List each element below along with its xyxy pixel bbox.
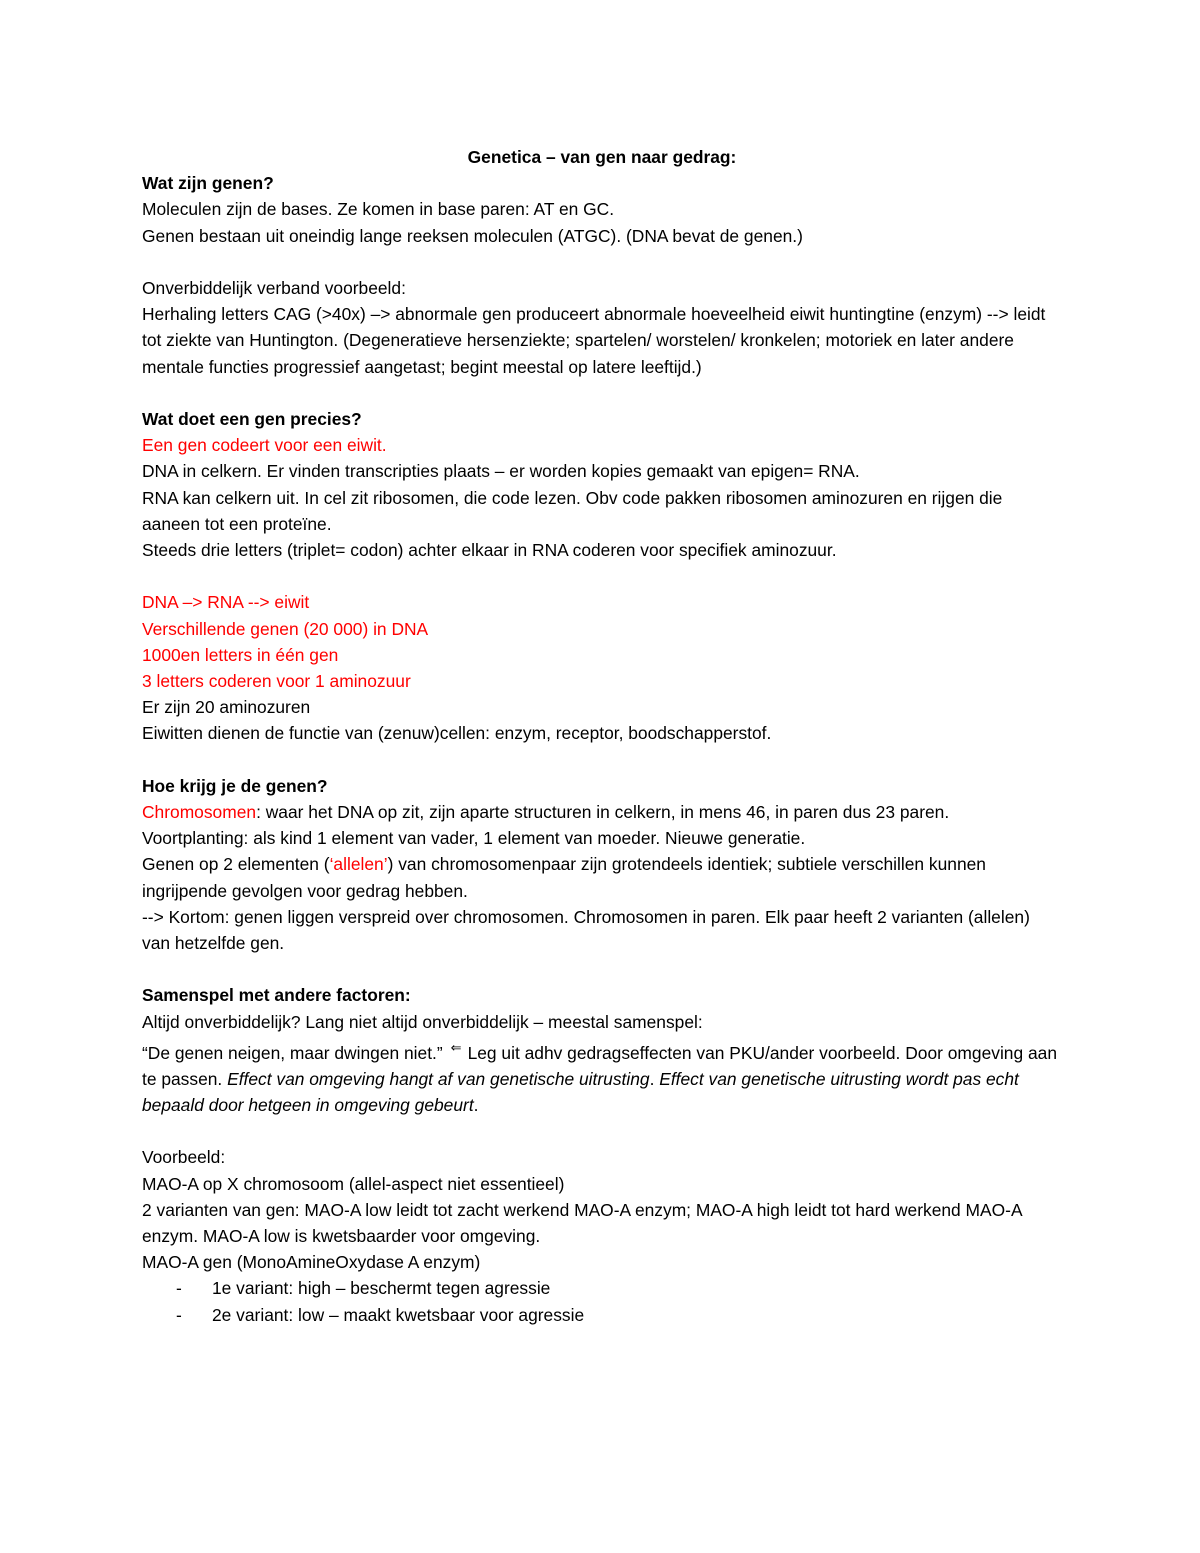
list-item-text: 1e variant: high – beschermt tegen agressie xyxy=(212,1278,551,1299)
paragraph: RNA kan celkern uit. In cel zit ribosomen, die code lezen. Obv code pakken ribosomen aminozuren en rijgen die aaneen tot een proteïne. xyxy=(142,487,1003,534)
blank-line xyxy=(142,956,1062,982)
heading-wat-doet-een-gen: Wat doet een gen precies? xyxy=(142,409,362,429)
paragraph: Er zijn 20 aminozuren xyxy=(142,697,311,718)
heading-wat-zijn-genen: Wat zijn genen? xyxy=(142,173,274,194)
text-run: : waar het DNA op zit, zijn aparte structuren in celkern, in mens 46, in paren dus 23 paren. xyxy=(256,802,950,823)
variant-list xyxy=(142,1275,1062,1327)
paragraph xyxy=(142,851,1062,903)
italic-run: Effect van omgeving hangt af van genetische uitrusting xyxy=(227,1068,650,1089)
paragraph xyxy=(142,799,1062,825)
blank-line xyxy=(142,563,1062,589)
text-run: Leg uit adhv gedragseffecten van PKU/ander voorbeeld. Door omgeving aan te passen. xyxy=(142,1042,1057,1089)
arrow-left-icon: ⇐ xyxy=(450,1039,462,1055)
heading-onverbiddelijk-verband: Onverbiddelijk verband voorbeeld: xyxy=(142,278,406,298)
paragraph: MAO-A op X chromosoom (allel-aspect niet essentieel) xyxy=(142,1173,565,1194)
paragraph: 2 varianten van gen: MAO-A low leidt tot zacht werkend MAO-A enzym; MAO-A high leidt tot hard werkend MAO-A enzym. MAO-A low is kwetsbaarder voor omgeving. xyxy=(142,1199,1022,1247)
text-run: ) van chromosomenpaar zijn grotendeels identiek; subtiele verschillen kunnen ingrijpende gevolgen voor gedrag hebben. xyxy=(142,854,986,901)
quote: “De genen neigen, maar dwingen niet.” xyxy=(142,1042,443,1063)
list-item xyxy=(142,1275,1062,1301)
blank-line xyxy=(142,249,1062,275)
paragraph: Genen bestaan uit oneindig lange reeksen moleculen (ATGC). (DNA bevat de genen.) xyxy=(142,225,803,246)
paragraph: Steeds drie letters (triplet= codon) achter elkaar in RNA coderen voor specifiek aminozuur. xyxy=(142,540,837,561)
paragraph: Moleculen zijn de bases. Ze komen in base paren: AT en GC. xyxy=(142,199,615,220)
highlight-line: Verschillende genen (20 000) in DNA xyxy=(142,618,429,639)
heading-samenspel: Samenspel met andere factoren: xyxy=(142,985,411,1006)
document-body xyxy=(142,144,1062,1328)
heading-hoe-krijg-je-genen: Hoe krijg je de genen? xyxy=(142,775,328,796)
paragraph: Eiwitten dienen de functie van (zenuw)cellen: enzym, receptor, boodschapperstof. xyxy=(142,723,772,744)
paragraph: “De genen neigen, maar dwingen niet.” ⇐ Leg uit adhv gedragseffecten van PKU/ander voorbeeld. Door omgeving aan te passen. Effect van omgeving hangt af van genetische uitrusting. Effect van genetische uitrusting wordt pas echt bepaald door hetgeen in omgeving gebeurt. xyxy=(142,1039,1057,1116)
paragraph: DNA in celkern. Er vinden transcripties plaats – er worden kopies gemaakt van epigen= RNA. xyxy=(142,461,860,482)
list-item xyxy=(142,1302,1062,1328)
paragraph: --> Kortom: genen liggen verspreid over chromosomen. Chromosomen in paren. Elk paar heeft 2 varianten (allelen) van hetzelfde gen. xyxy=(142,906,1030,954)
paragraph: Voortplanting: als kind 1 element van vader, 1 element van moeder. Nieuwe generatie. xyxy=(142,828,806,849)
document-title: Genetica – van gen naar gedrag: xyxy=(467,147,737,167)
highlight-line: Een gen codeert voor een eiwit. xyxy=(142,435,387,456)
blank-line xyxy=(142,747,1062,773)
term-allelen: ‘allelen’ xyxy=(329,854,388,875)
paragraph: Herhaling letters CAG (>40x) –> abnormale gen produceert abnormale hoeveelheid eiwit huntingtine (enzym) --> leidt tot ziekte van Huntington. (Degeneratieve hersenziekte; spartelen/ worstelen/ kronkelen; motoriek en later andere mentale functies progressief aangetast; begint meestal op latere leeftijd.) xyxy=(142,304,1046,377)
highlight-line: 3 letters coderen voor 1 aminozuur xyxy=(142,671,411,692)
blank-line xyxy=(142,380,1062,406)
heading-voorbeeld: Voorbeeld: xyxy=(142,1147,226,1168)
bullet: - xyxy=(176,1278,182,1299)
blank-line xyxy=(142,1118,1062,1144)
highlight-line: DNA –> RNA --> eiwit xyxy=(142,592,310,613)
paragraph: MAO-A gen (MonoAmineOxydase A enzym) xyxy=(142,1252,481,1273)
italic-run: Effect van genetische uitrusting wordt pas echt bepaald door hetgeen in omgeving gebeurt xyxy=(142,1068,1019,1116)
text-run: Genen op 2 elementen ( xyxy=(142,854,330,875)
paragraph: Altijd onverbiddelijk? Lang niet altijd onverbiddelijk – meestal samenspel: xyxy=(142,1011,703,1032)
highlight-line: 1000en letters in één gen xyxy=(142,644,339,665)
bullet: - xyxy=(176,1304,182,1325)
term-chromosomen: Chromosomen xyxy=(142,802,257,823)
list-item-text: 2e variant: low – maakt kwetsbaar voor agressie xyxy=(212,1304,585,1325)
